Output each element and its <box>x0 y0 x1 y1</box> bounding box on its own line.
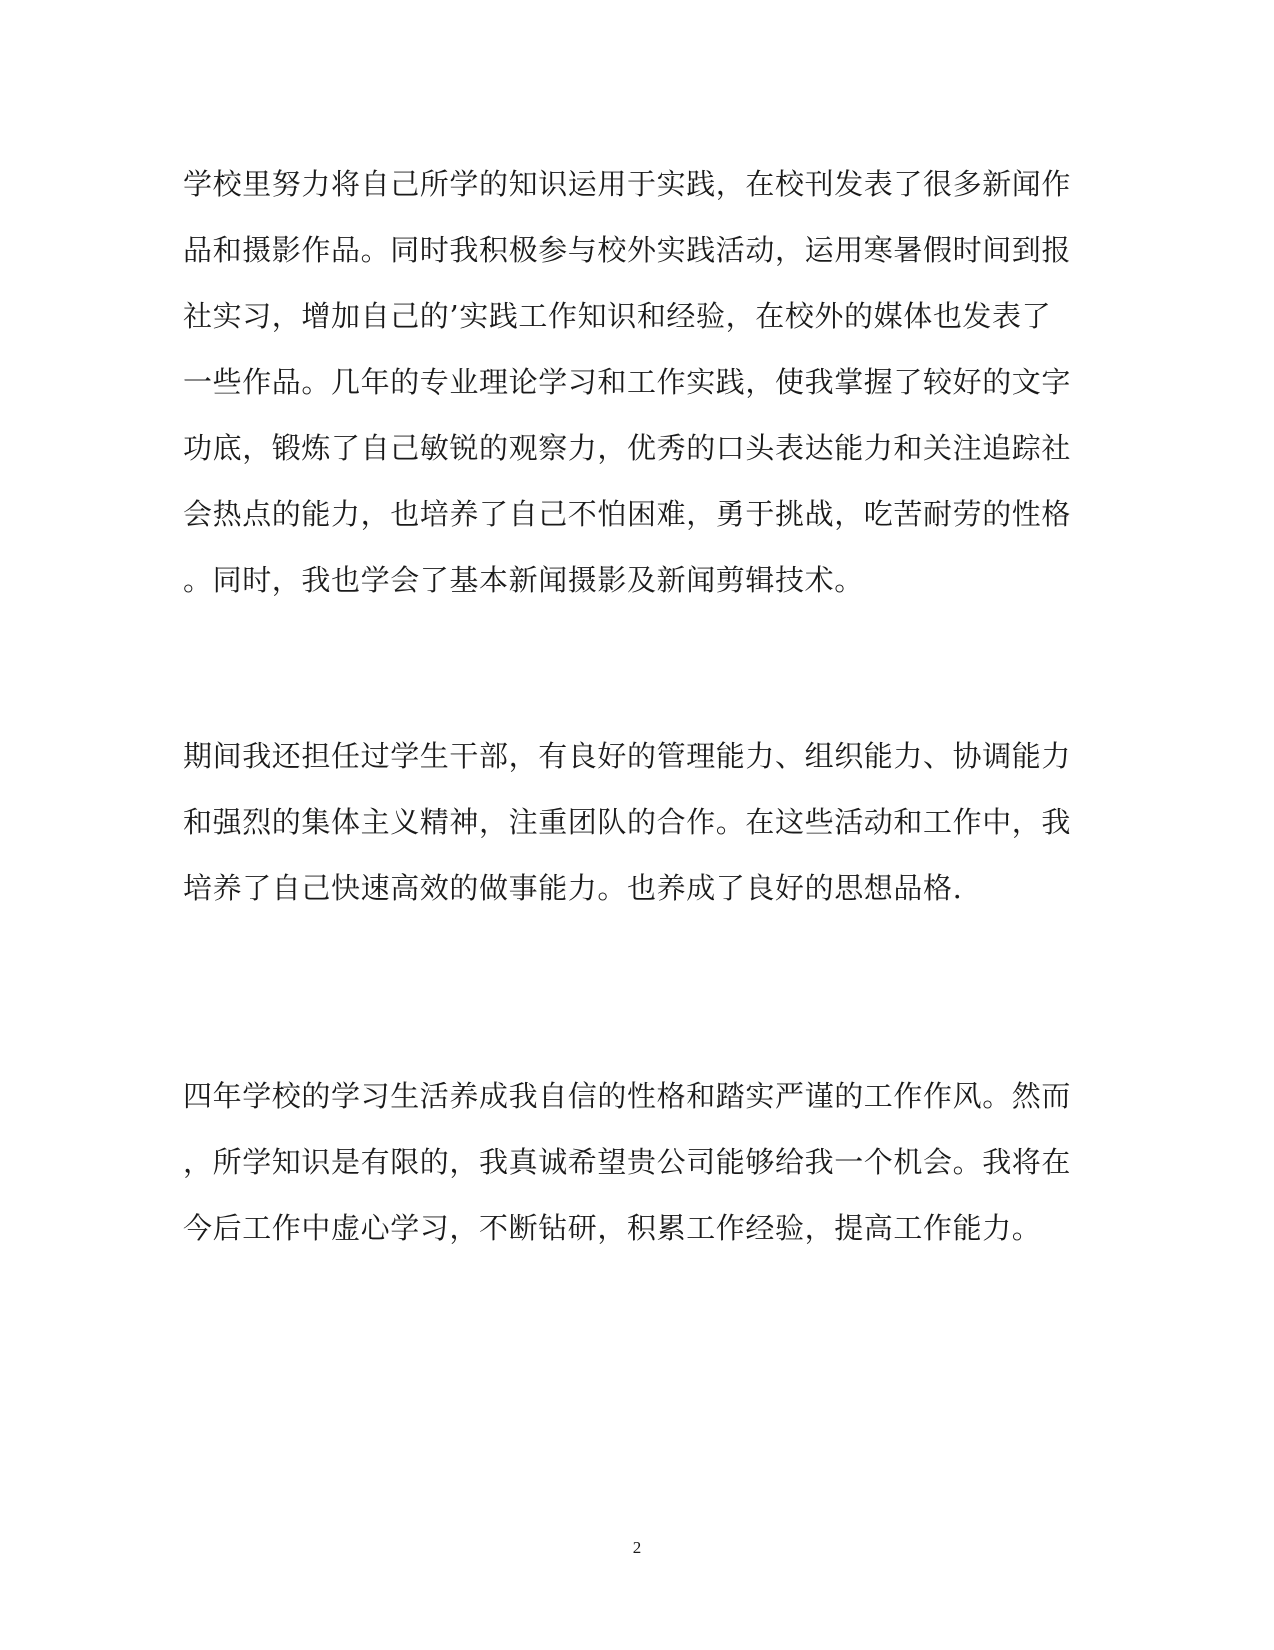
text-line: 功底，锻炼了自己敏锐的观察力，优秀的口头表达能力和关注追踪社 <box>183 431 1072 465</box>
paragraph-3 <box>183 1063 1072 1261</box>
text-line: 学校里努力将自己所学的知识运用于实践，在校刊发表了很多新闻作 <box>183 167 1072 201</box>
text-line: 会热点的能力，也培养了自己不怕困难，勇于挑战，吃苦耐劳的性格 <box>183 497 1072 531</box>
text-line: 。同时，我也学会了基本新闻摄影及新闻剪辑技术。 <box>183 563 864 597</box>
text-line: 四年学校的学习生活养成我自信的性格和踏实严谨的工作作风。然而 <box>183 1079 1072 1113</box>
paragraph-1 <box>183 151 1072 613</box>
text-line: 今后工作中虚心学习，不断钻研，积累工作经验，提高工作能力。 <box>183 1211 1042 1245</box>
text-line: 期间我还担任过学生干部，有良好的管理能力、组织能力、协调能力 <box>183 739 1072 773</box>
paragraph-2 <box>183 723 1072 921</box>
text-line: 社实习，增加自己的’实践工作知识和经验，在校外的媒体也发表了 <box>183 299 1052 333</box>
page-number: 2 <box>632 1538 642 1557</box>
text-line: ，所学知识是有限的，我真诚希望贵公司能够给我一个机会。我将在 <box>183 1145 1072 1179</box>
text-line: 品和摄影作品。同时我积极参与校外实践活动，运用寒暑假时间到报 <box>183 233 1072 267</box>
text-line: 一些作品。几年的专业理论学习和工作实践，使我掌握了较好的文字 <box>183 365 1072 399</box>
text-line: 和强烈的集体主义精神，注重团队的合作。在这些活动和工作中，我 <box>183 805 1072 839</box>
text-line: 培养了自己快速高效的做事能力。也养成了良好的思想品格. <box>183 871 963 905</box>
